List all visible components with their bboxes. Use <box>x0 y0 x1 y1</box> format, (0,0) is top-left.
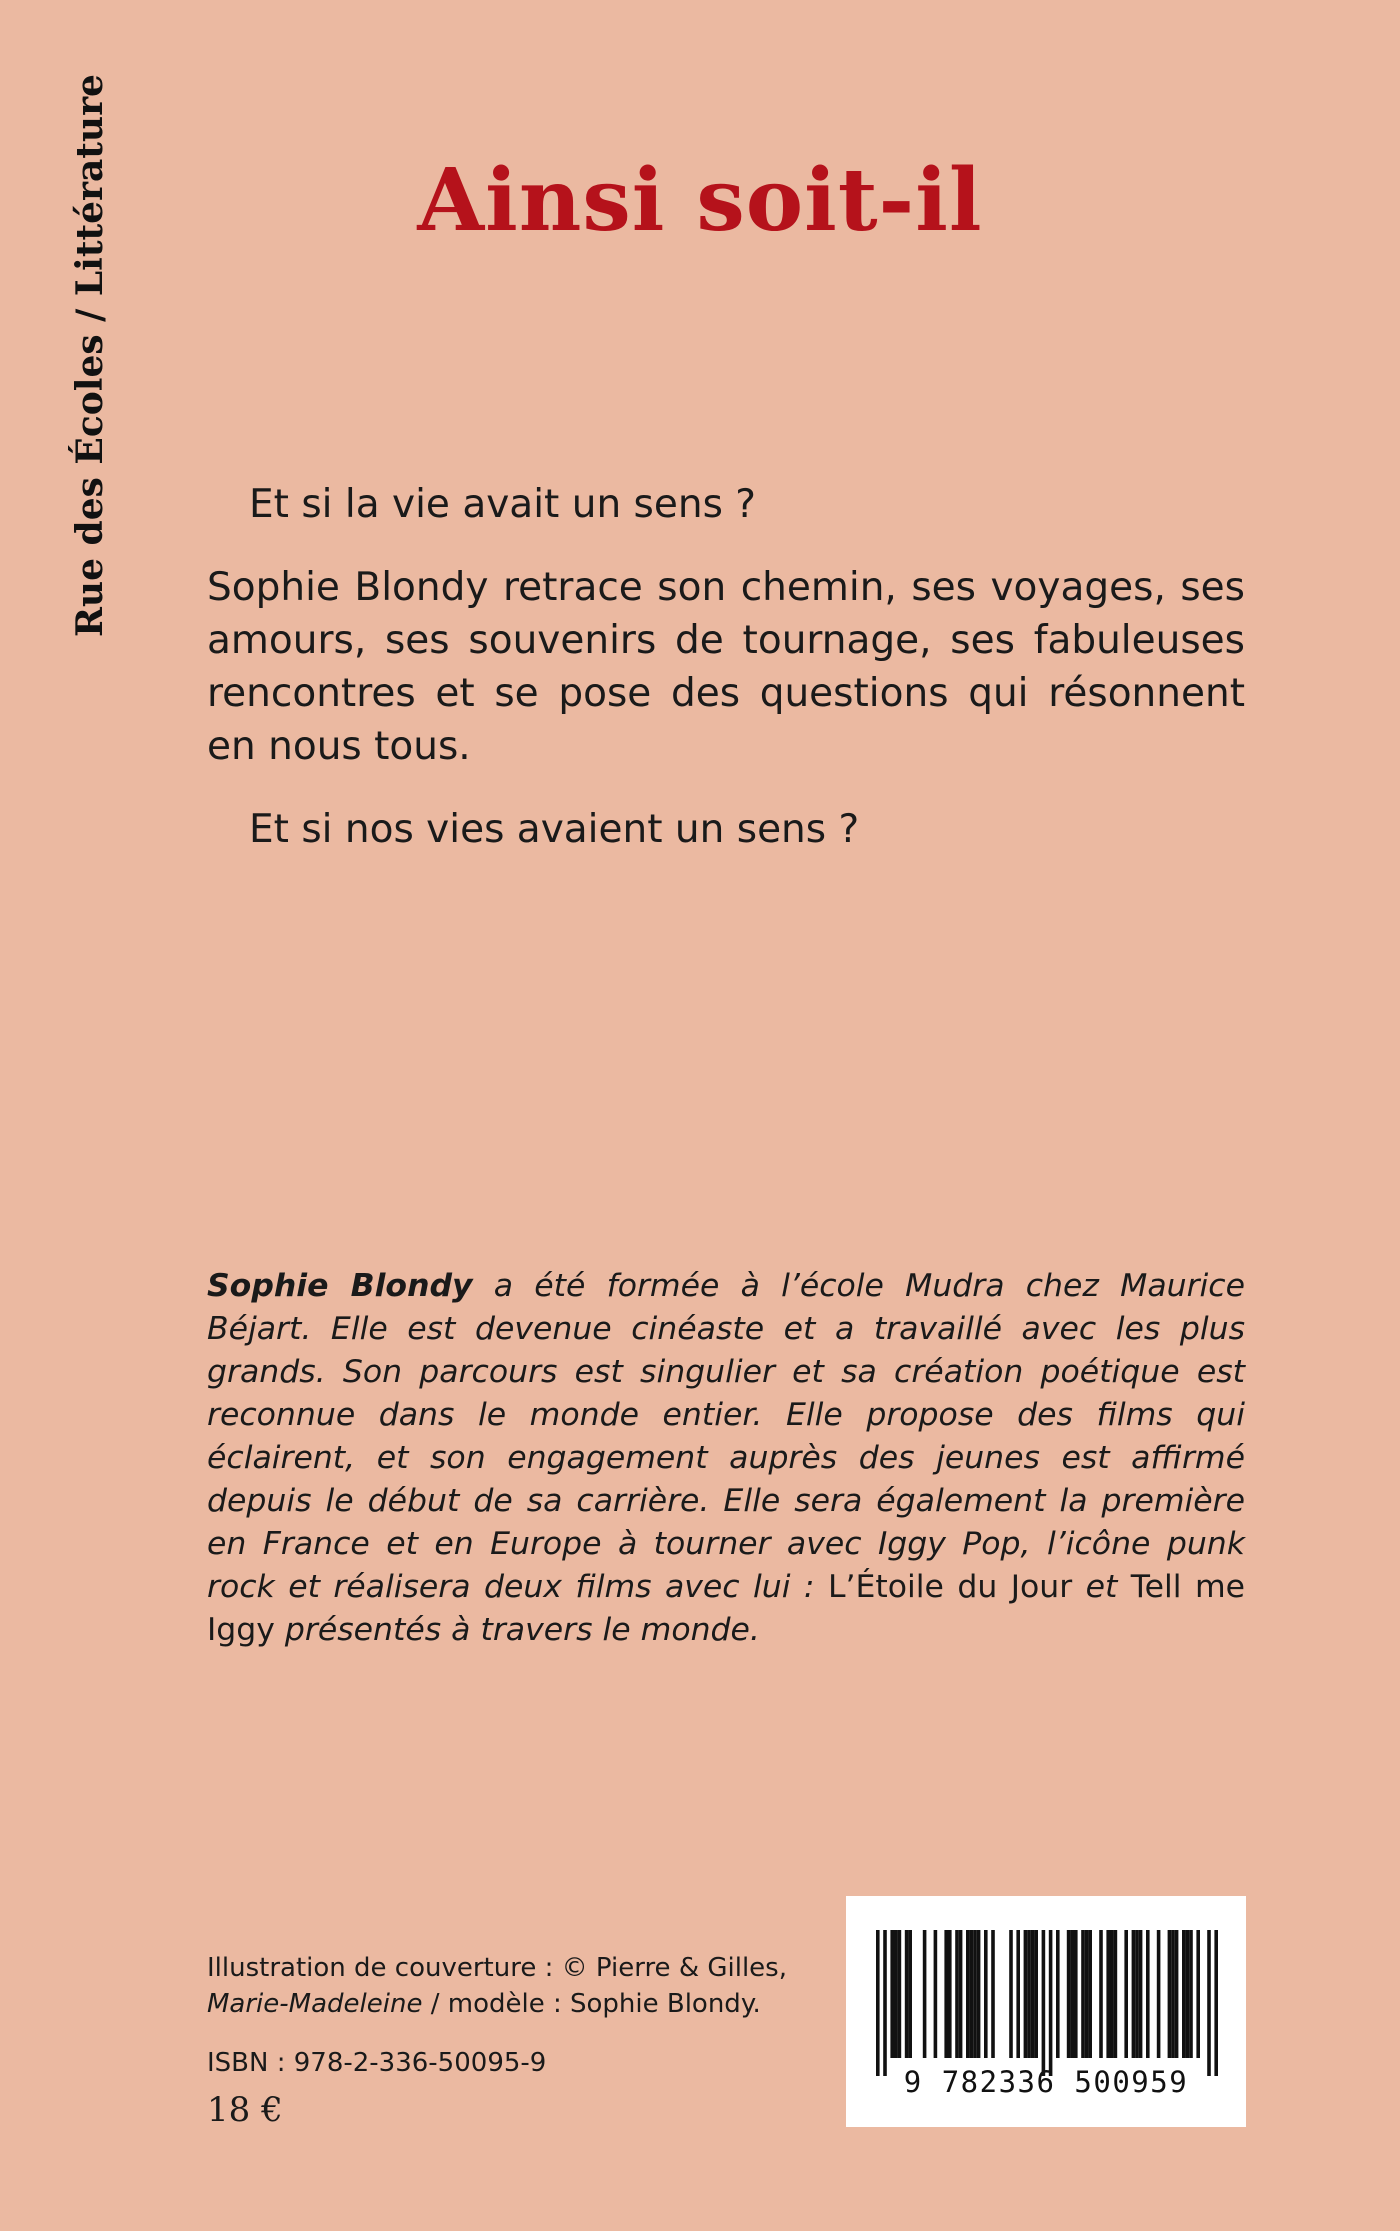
barcode-bar <box>966 1930 970 2058</box>
barcode-bar <box>876 1930 880 2076</box>
barcode-bar <box>1085 1930 1089 2058</box>
barcode-bar <box>1135 1930 1139 2058</box>
bio-text-2: présentés à travers le monde. <box>274 1612 760 1648</box>
bio-text-1: a été formée à l’école Mudra chez Maurice Béjart. Elle est devenue cinéaste et a travaillé avec les plus grands. Son parcours est singulier et sa création poétique est reconnue dans le monde entier. Elle propose des films qui éclairent, et son engagement auprès des jeunes est affirmé depuis le début de sa carrière. Elle sera également la première en France et en Europe à tourner avec Iggy Pop, l’icône punk rock et réalisera deux films avec lui : <box>207 1268 1245 1605</box>
barcode-bar <box>1034 1930 1038 2058</box>
barcode-bar <box>890 1930 894 2058</box>
credits-line-2 <box>207 1986 827 2022</box>
blurb-question-2: Et si nos vies avaient un sens ? <box>249 807 860 852</box>
barcode-bar <box>959 1930 963 2058</box>
barcode-bar <box>1196 1930 1200 2058</box>
barcode-bar <box>905 1930 909 2058</box>
barcode-bar <box>1110 1930 1114 2058</box>
barcode-bar <box>1139 1930 1143 2058</box>
film-title-2: Tell me Iggy <box>207 1569 1246 1648</box>
barcode-bar <box>1157 1930 1161 2058</box>
barcode-bar <box>1031 1930 1035 2058</box>
book-title: Ainsi soit-il <box>417 150 983 251</box>
barcode-bar <box>1124 1930 1128 2058</box>
barcode-bar <box>1132 1930 1136 2058</box>
film-title-1: L’Étoile du Jour <box>827 1569 1073 1605</box>
barcode-bar <box>1182 1930 1186 2058</box>
barcode-bar <box>1067 1930 1071 2058</box>
barcode-bar <box>1016 1930 1020 2058</box>
author-bio <box>207 1265 1245 1652</box>
barcode-bar <box>1088 1930 1092 2058</box>
barcode-bar <box>1049 1930 1053 2076</box>
credits-line-1: Illustration de couverture : © Pierre & Gilles, <box>207 1953 787 1983</box>
barcode-bar <box>923 1930 927 2058</box>
barcode-bar <box>1186 1930 1190 2058</box>
barcode-bar <box>1024 1930 1028 2058</box>
barcode <box>846 1896 1246 2127</box>
cover-credits <box>207 1950 827 2022</box>
barcode-bar <box>1214 1930 1218 2076</box>
barcode-bar <box>955 1930 959 2058</box>
barcode-bar <box>977 1930 981 2058</box>
blurb-summary: Sophie Blondy retrace son chemin, ses voyages, ses amours, ses souvenirs de tournage, ses fabuleuses rencontres et se pose des questions qui résonnent en nous tous. <box>207 565 1245 769</box>
barcode-bar <box>944 1930 948 2058</box>
blurb-question-1: Et si la vie avait un sens ? <box>249 482 756 527</box>
barcode-digits: 9 782336 500959 <box>903 2065 1189 2099</box>
barcode-bar <box>1171 1930 1175 2058</box>
barcode-bar <box>1168 1930 1172 2058</box>
barcode-bar <box>1175 1930 1179 2058</box>
back-cover-blurb <box>207 478 1245 856</box>
spine-collection-label: Rue des Écoles / Littérature <box>69 74 111 637</box>
barcode-bar <box>1106 1930 1110 2058</box>
barcode-bar <box>894 1930 898 2058</box>
price: 18 € <box>207 2090 283 2130</box>
artwork-title: Marie-Madeleine <box>207 1989 423 2019</box>
barcode-bar <box>1056 1930 1060 2058</box>
barcode-bar <box>883 1930 887 2076</box>
barcode-bar <box>1114 1930 1118 2058</box>
credits-model: / modèle : Sophie Blondy. <box>422 1989 761 2019</box>
barcode-bar <box>898 1930 902 2058</box>
barcode-bar <box>973 1930 977 2058</box>
barcode-bar <box>991 1930 995 2058</box>
barcode-bar <box>948 1930 952 2058</box>
barcode-bar <box>1207 1930 1211 2076</box>
author-name: Sophie Blondy <box>207 1268 473 1304</box>
barcode-bar <box>1099 1930 1103 2058</box>
barcode-bar <box>934 1930 938 2058</box>
isbn-number: ISBN : 978-2-336-50095-9 <box>207 2048 547 2078</box>
barcode-bar <box>1009 1930 1013 2058</box>
barcode-bar <box>1074 1930 1078 2058</box>
barcode-bar <box>1081 1930 1085 2058</box>
bio-connector: et <box>1072 1569 1131 1605</box>
barcode-bar <box>1189 1930 1193 2058</box>
barcode-bar <box>1027 1930 1031 2058</box>
barcode-bar <box>908 1930 912 2058</box>
barcode-bar <box>984 1930 988 2058</box>
barcode-bar <box>1146 1930 1150 2058</box>
barcode-bar <box>970 1930 974 2058</box>
barcode-bar <box>1042 1930 1046 2076</box>
barcode-bar <box>1070 1930 1074 2058</box>
